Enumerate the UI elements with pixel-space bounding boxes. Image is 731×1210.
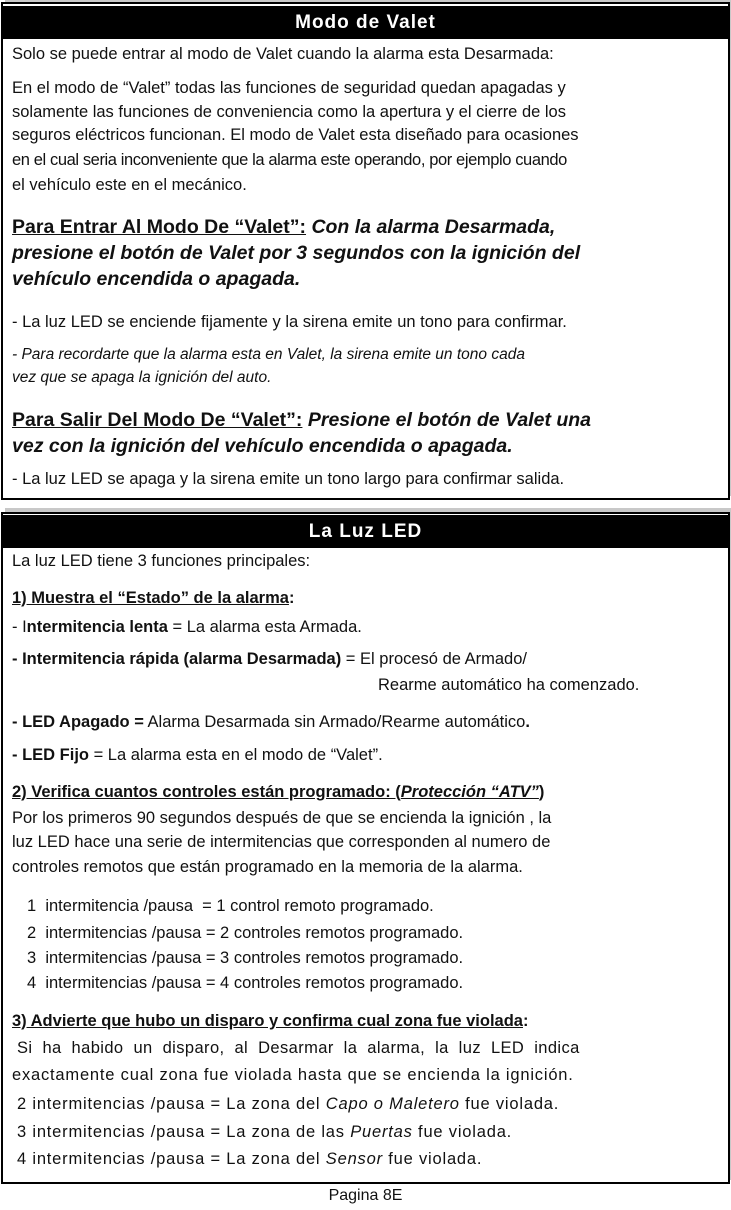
s2-heading: 2) Verifica cuantos controles están programado: (Protección “ATV”) — [12, 783, 545, 801]
exit-instruction — [12, 410, 591, 430]
enter-italic: - Para recordarte que la alarma esta en Valet, la sirena emite un tono cada — [12, 346, 525, 363]
s2-text: Por los primeros 90 segundos después de que se encienda la ignición , la — [12, 809, 552, 827]
para-line: en el cual seria inconveniente que la alarma este operando, por ejemplo cuando — [12, 151, 567, 169]
s1-item: - LED Fijo = La alarma esta en el modo de “Valet”. — [12, 746, 383, 764]
enter-text: Con la alarma Desarmada, — [311, 216, 556, 238]
intro: La luz LED tiene 3 funciones principales: — [12, 552, 311, 570]
s2-list-item: 3 intermitencias /pausa = 3 controles remotos programado. — [27, 949, 464, 967]
section-title: La Luz LED — [3, 515, 728, 548]
page-number: Pagina 8E — [328, 1187, 403, 1204]
led-section — [1, 512, 730, 1184]
valet-section — [1, 2, 730, 500]
para-line: el vehículo este en el mecánico. — [12, 176, 247, 194]
enter-italic: vez que se apaga la ignición del auto. — [12, 369, 272, 386]
enter-text: presione el botón de Valet por 3 segundos con la ignición del — [12, 242, 581, 264]
s3-heading: 3) Advierte que hubo un disparo y confirma cual zona fue violada: — [12, 1012, 529, 1030]
s3-list-item: 3 intermitencias /pausa = La zona de las Puertas fue violada. — [17, 1123, 513, 1141]
s2-list-item: 4 intermitencias /pausa = 4 controles remotos programado. — [27, 974, 464, 992]
exit-label: Para Salir Del Modo De “Valet”: — [12, 409, 303, 431]
exit-text: vez con la ignición del vehículo encendida o apagada. — [12, 435, 513, 457]
s1-item: - LED Apagado = Alarma Desarmada sin Armado/Rearme automático. — [12, 713, 530, 731]
s2-text: luz LED hace una serie de intermitencias que corresponden al numero de — [12, 833, 551, 851]
enter-instruction — [12, 217, 555, 237]
s3-list-item: 2 intermitencias /pausa = La zona del Capo o Maletero fue violada. — [17, 1095, 560, 1113]
s2-list-item: 2 intermitencias /pausa = 2 controles remotos programado. — [27, 924, 464, 942]
s1-item: - Intermitencia lenta = La alarma esta Armada. — [12, 618, 362, 636]
enter-label: Para Entrar Al Modo De “Valet”: — [12, 216, 307, 238]
para-line: solamente las funciones de conveniencia como la apertura y el cierre de los — [12, 103, 566, 121]
para-line: En el modo de “Valet” todas las funciones de seguridad quedan apagadas y — [12, 79, 566, 97]
para-line: seguros eléctricos funcionan. El modo de Valet esta diseñado para ocasiones — [12, 126, 579, 144]
s1-item-cont: Rearme automático ha comenzado. — [378, 676, 640, 694]
s1-item: - Intermitencia rápida (alarma Desarmada) = El procesó de Armado/ — [12, 650, 527, 668]
s1-title: 1) Muestra el “Estado” de la alarma — [12, 589, 289, 607]
s3-list-item: 4 intermitencias /pausa = La zona del Sensor fue violada. — [17, 1150, 483, 1168]
enter-text: vehículo encendida o apagada. — [12, 268, 301, 290]
section-title: Modo de Valet — [3, 6, 728, 39]
enter-note: - La luz LED se enciende fijamente y la sirena emite un tono para confirmar. — [12, 313, 567, 331]
intro: Solo se puede entrar al modo de Valet cuando la alarma esta Desarmada: — [12, 45, 554, 63]
s2-list-item: 1 intermitencia /pausa = 1 control remoto programado. — [27, 897, 434, 915]
s3-text: exactamente cual zona fue violada hasta que se encienda la ignición. — [12, 1066, 574, 1084]
exit-note: - La luz LED se apaga y la sirena emite un tono largo para confirmar salida. — [12, 470, 565, 488]
s2-text: controles remotos que están programado en la memoria de la alarma. — [12, 858, 523, 876]
exit-text: Presione el botón de Valet una — [307, 409, 592, 431]
s1-heading: 1) Muestra el “Estado” de la alarma: — [12, 589, 295, 607]
s3-text: Si ha habido un disparo, al Desarmar la alarma, la luz LED indica — [17, 1039, 580, 1057]
